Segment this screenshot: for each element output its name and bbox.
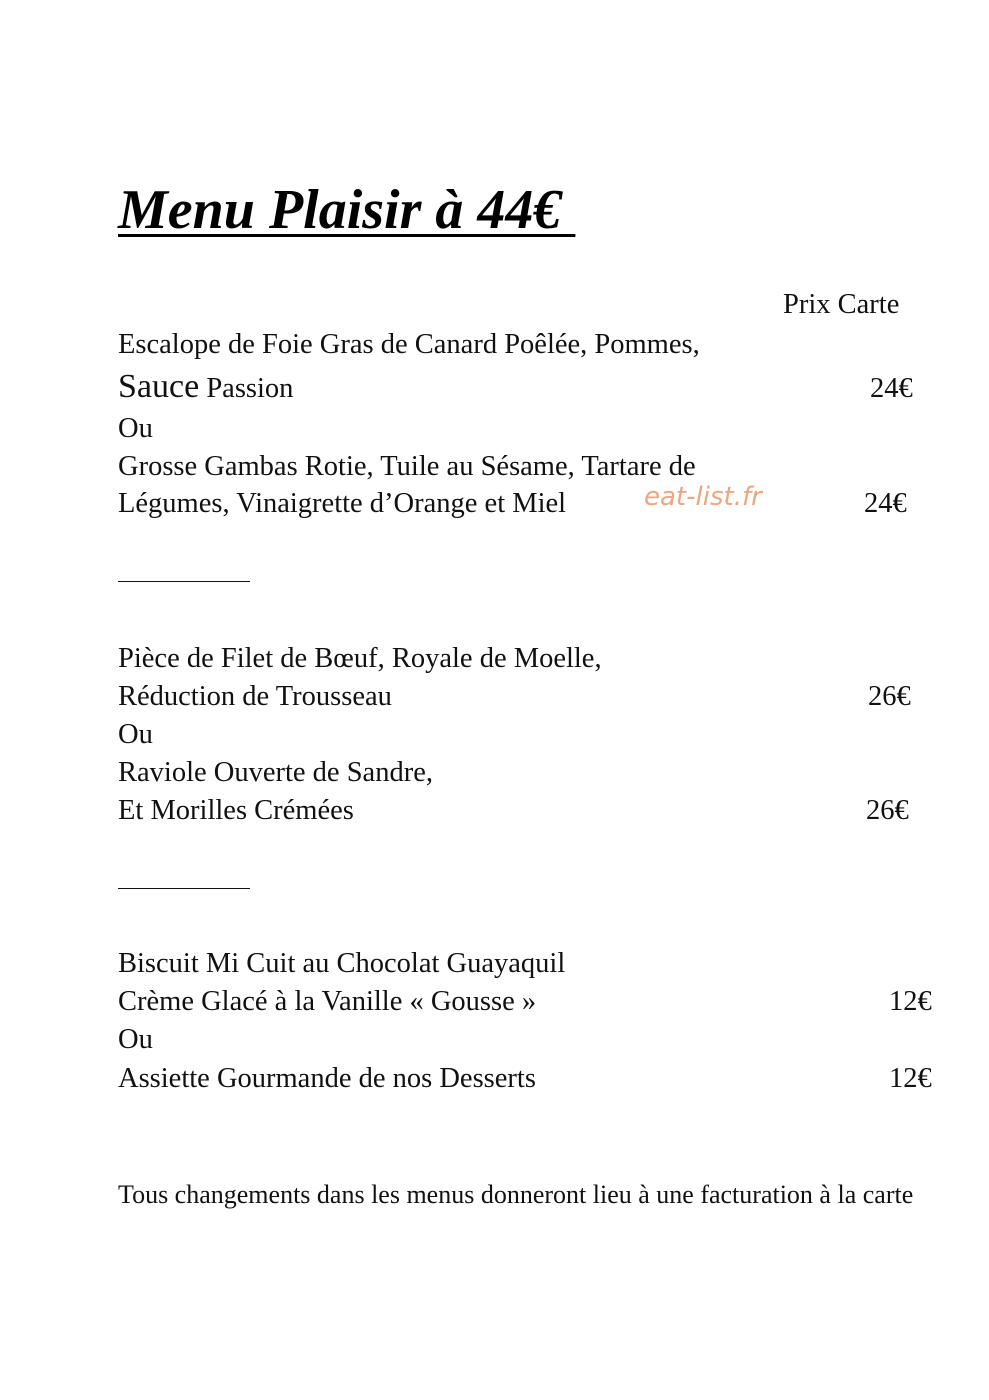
entree-1-big-word: Sauce [118,368,200,405]
section-divider-1 [118,581,250,582]
plat-1-price: 26€ [868,681,911,712]
entree-1-price: 24€ [870,373,913,404]
dessert-1-price: 12€ [889,986,932,1017]
plat-1-line-1: Pièce de Filet de Bœuf, Royale de Moelle, [118,643,602,674]
entree-2-line-1: Grosse Gambas Rotie, Tuile au Sésame, Tartare de [118,451,696,482]
plat-2-line-1: Raviole Ouverte de Sandre, [118,757,433,788]
section-divider-2 [118,888,250,889]
entree-1-line-2 [118,370,293,404]
entree-1-line-1: Escalope de Foie Gras de Canard Poêlée, Pommes, [118,329,700,360]
dessert-1-line-1: Biscuit Mi Cuit au Chocolat Guayaquil [118,948,566,979]
footnote: Tous changements dans les menus donneront lieu à une facturation à la carte [118,1180,914,1209]
entree-2-price: 24€ [864,488,907,519]
dessert-1-line-2: Crème Glacé à la Vanille « Gousse » [118,986,537,1017]
plat-separator: Ou [118,719,153,750]
entree-1-line-2-rest: Passion [199,373,294,404]
plat-2-line-2: Et Morilles Crémées [118,795,354,826]
dessert-2-price: 12€ [889,1063,932,1094]
price-column-header: Prix Carte [783,289,900,320]
menu-title: Menu Plaisir à 44€ [118,179,576,241]
dessert-2-line-1: Assiette Gourmande de nos Desserts [118,1063,536,1094]
entree-2-line-2: Légumes, Vinaigrette d’Orange et Miel [118,488,567,519]
entree-separator: Ou [118,413,153,444]
dessert-separator: Ou [118,1024,153,1055]
watermark-logo: eat-list.fr [644,482,762,512]
plat-1-line-2: Réduction de Trousseau [118,681,392,712]
plat-2-price: 26€ [866,795,909,826]
